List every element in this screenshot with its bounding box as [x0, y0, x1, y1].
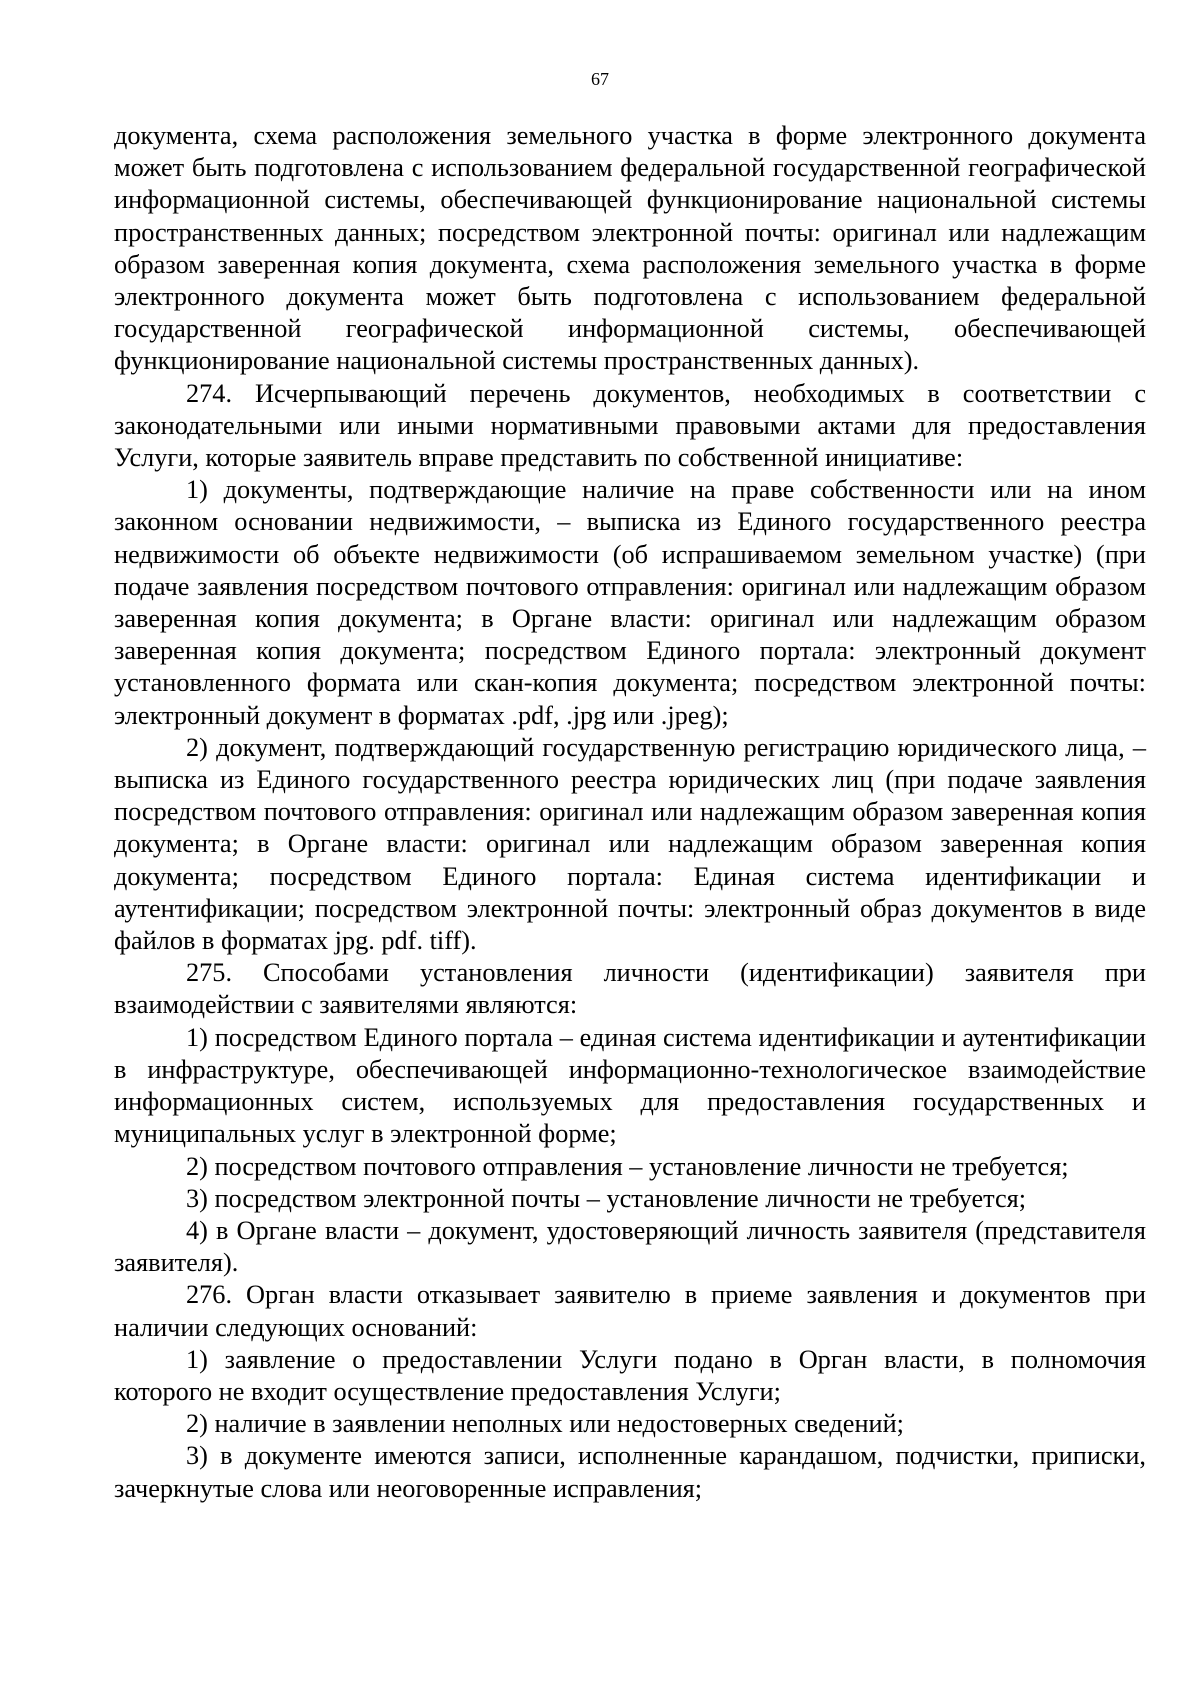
document-body: [114, 120, 1146, 1505]
paragraph-274-item-2: 2) документ, подтверждающий государственную регистрацию юридического лица, – выписка из Единого государственного реестра юридических лиц (при подаче заявления посредством почтового отправления: оригинал или надлежащим образом заверенная копия документа; в Органе власти: оригинал или надлежащим образом заверенная копия документа; посредством Единого портала: Единая система идентификации и аутентификации; посредством электронной почты: электронный образ документов в виде файлов в форматах jpg. pdf. tiff).: [114, 732, 1146, 956]
paragraph-274: 274. Исчерпывающий перечень документов, необходимых в соответствии с законодательными или иными нормативными правовыми актами для предоставления Услуги, которые заявитель вправе представить по собственной инициативе:: [114, 378, 1146, 473]
paragraph-276-item-2: 2) наличие в заявлении неполных или недостоверных сведений;: [186, 1409, 904, 1439]
paragraph-275-item-1: 1) посредством Единого портала – единая система идентификации и аутентификации в инфраструктуре, обеспечивающей информационно-технологическое взаимодействие информационных систем, используемых для предоставления государственных и муниципальных услуг в электронной форме;: [114, 1022, 1146, 1149]
paragraph-276: 276. Орган власти отказывает заявителю в приеме заявления и документов при наличии следующих оснований:: [114, 1280, 1146, 1342]
paragraph-276-item-1: 1) заявление о предоставлении Услуги подано в Орган власти, в полномочия которого не входит осуществление предоставления Услуги;: [114, 1344, 1146, 1406]
paragraph-274-item-1: 1) документы, подтверждающие наличие на праве собственности или на ином законном основании недвижимости, – выписка из Единого государственного реестра недвижимости об объекте недвижимости (об испрашиваемом земельном участке) (при подаче заявления посредством почтового отправления: оригинал или надлежащим образом заверенная копия документа; в Органе власти: оригинал или надлежащим образом заверенная копия документа; посредством Единого портала: электронный документ установленного формата или скан-копия документа; посредством электронной почты: электронный документ в форматах .pdf, .jpg или .jpeg);: [114, 475, 1146, 730]
page-number: 67: [591, 69, 609, 89]
paragraph-275-item-2: 2) посредством почтового отправления – установление личности не требуется;: [186, 1151, 1069, 1181]
paragraph-275: 275. Способами установления личности (идентификации) заявителя при взаимодействии с заявителями являются:: [114, 958, 1146, 1020]
paragraph-276-item-3: 3) в документе имеются записи, исполненные карандашом, подчистки, приписки, зачеркнутые слова или неоговоренные исправления;: [114, 1441, 1146, 1503]
paragraph-275-item-4: 4) в Органе власти – документ, удостоверяющий личность заявителя (представителя заявителя).: [114, 1215, 1146, 1278]
paragraph-275-item-3: 3) посредством электронной почты – установление личности не требуется;: [186, 1183, 1027, 1213]
paragraph-continuation: документа, схема расположения земельного участка в форме электронного документа может быть подготовлена с использованием федеральной государственной географической информационной системы, обеспечивающей функционирование национальной системы пространственных данных; посредством электронной почты: оригинал или надлежащим образом заверенная копия документа, схема расположения земельного участка в форме электронного документа может быть подготовлена с использованием федеральной государственной географической информационной системы, обеспечивающей функционирование национальной системы пространственных данных).: [114, 121, 1146, 376]
